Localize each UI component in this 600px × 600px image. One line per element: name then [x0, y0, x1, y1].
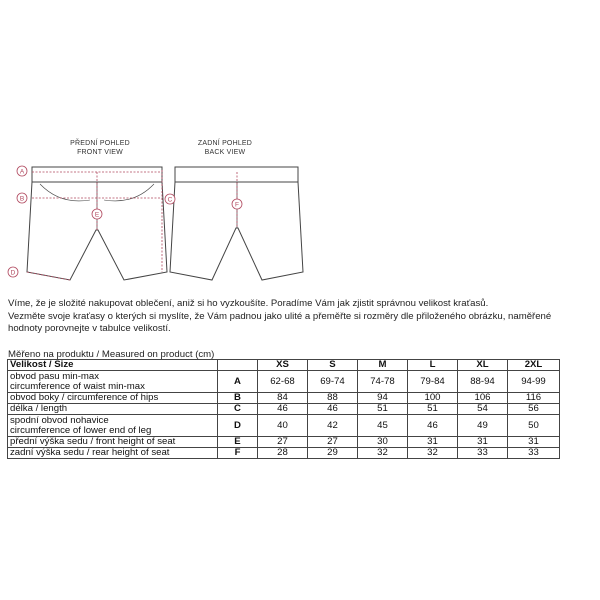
table-header-row: [8, 360, 560, 371]
row-value: 94: [358, 393, 408, 404]
row-value: 84: [258, 393, 308, 404]
marker-c: [165, 194, 175, 204]
back-view-label-cz: ZADNÍ POHLED: [197, 140, 253, 147]
row-name: [8, 415, 218, 437]
row-value: 100: [408, 393, 458, 404]
row-name: [8, 371, 218, 393]
row-value: 51: [358, 404, 408, 415]
row-value: 50: [508, 415, 560, 437]
row-name: zadní výška sedu / rear height of seat: [8, 448, 218, 459]
row-code: F: [218, 448, 258, 459]
table-row: [8, 393, 560, 404]
row-value: 51: [408, 404, 458, 415]
marker-b-label: B: [19, 195, 25, 203]
back-shorts-drawing: [167, 167, 303, 280]
row-value: 33: [508, 448, 560, 459]
row-value: 27: [308, 437, 358, 448]
front-measure-lines: [27, 170, 162, 280]
row-code: A: [218, 371, 258, 393]
size-header-m: M: [358, 360, 408, 371]
row-value: 33: [458, 448, 508, 459]
row-value: 54: [458, 404, 508, 415]
measured-label: Měřeno na produktu / Measured on product (cm): [8, 349, 215, 360]
row-value: 94-99: [508, 371, 560, 393]
size-header-l: L: [408, 360, 458, 371]
marker-f-label: F: [235, 201, 239, 209]
size-header-xs: XS: [258, 360, 308, 371]
intro-line-3: hodnoty porovnejte v tabulce velikostí.: [8, 323, 171, 334]
row-value: 46: [258, 404, 308, 415]
code-header: [218, 360, 258, 371]
size-table: [7, 359, 560, 459]
row-value: 32: [358, 448, 408, 459]
row-value: 49: [458, 415, 508, 437]
back-view-label-en: BACK VIEW: [204, 149, 246, 156]
row-name: obvod boky / circumference of hips: [8, 393, 218, 404]
row-value: 46: [308, 404, 358, 415]
row-value: 31: [458, 437, 508, 448]
marker-c-label: C: [167, 196, 173, 204]
row-name-line: spodní obvod nohavice: [10, 414, 109, 426]
row-value: 28: [258, 448, 308, 459]
size-header-s: S: [308, 360, 358, 371]
row-value: 106: [458, 393, 508, 404]
intro-text: [8, 298, 568, 336]
row-name-line: circumference of lower end of leg: [10, 424, 152, 436]
row-value: 116: [508, 393, 560, 404]
size-header-xl: XL: [458, 360, 508, 371]
size-header-label: Velikost / Size: [8, 360, 218, 371]
row-value: 74-78: [358, 371, 408, 393]
row-code: E: [218, 437, 258, 448]
marker-a-label: A: [19, 168, 25, 176]
row-value: 27: [258, 437, 308, 448]
row-name: délka / length: [8, 404, 218, 415]
row-value: 79-84: [408, 371, 458, 393]
marker-e-label: E: [94, 211, 100, 219]
row-value: 31: [508, 437, 560, 448]
row-value: 88-94: [458, 371, 508, 393]
marker-d-label: D: [10, 269, 16, 277]
row-name-line: circumference of waist min-max: [10, 380, 145, 392]
marker-d: [8, 267, 18, 277]
table-row: [8, 415, 560, 437]
row-value: 31: [408, 437, 458, 448]
row-value: 30: [358, 437, 408, 448]
row-value: 32: [408, 448, 458, 459]
row-name: přední výška sedu / front height of seat: [8, 437, 218, 448]
table-row: [8, 448, 560, 459]
table-row: [8, 437, 560, 448]
row-value: 42: [308, 415, 358, 437]
row-value: 56: [508, 404, 560, 415]
row-value: 46: [408, 415, 458, 437]
row-value: 88: [308, 393, 358, 404]
marker-f: [232, 199, 242, 209]
table-row: [8, 404, 560, 415]
row-value: 29: [308, 448, 358, 459]
row-value: 69-74: [308, 371, 358, 393]
row-code: B: [218, 393, 258, 404]
row-value: 45: [358, 415, 408, 437]
intro-line-1: Víme, že je složité nakupovat oblečení, aniž si ho vyzkoušíte. Poradíme Vám jak zjistit správnou velikost kraťasů.: [8, 298, 489, 309]
size-header-2xl: 2XL: [508, 360, 560, 371]
intro-line-2: Vezměte svoje kraťasy o kterých si myslíte, že Vám padnou jako ulité a přeměřte si rozměry dle přiloženého obrázku, naměřené: [8, 310, 552, 322]
row-code: D: [218, 415, 258, 437]
row-name-line: obvod pasu min-max: [10, 370, 100, 382]
marker-e: [92, 209, 102, 219]
row-value: 62-68: [258, 371, 308, 393]
front-view-label-en: FRONT VIEW: [77, 149, 123, 156]
table-row: [8, 371, 560, 393]
row-value: 40: [258, 415, 308, 437]
marker-a: [17, 166, 27, 176]
marker-b: [17, 193, 27, 203]
front-view-label-cz: PŘEDNÍ POHLED: [70, 140, 130, 147]
row-code: C: [218, 404, 258, 415]
